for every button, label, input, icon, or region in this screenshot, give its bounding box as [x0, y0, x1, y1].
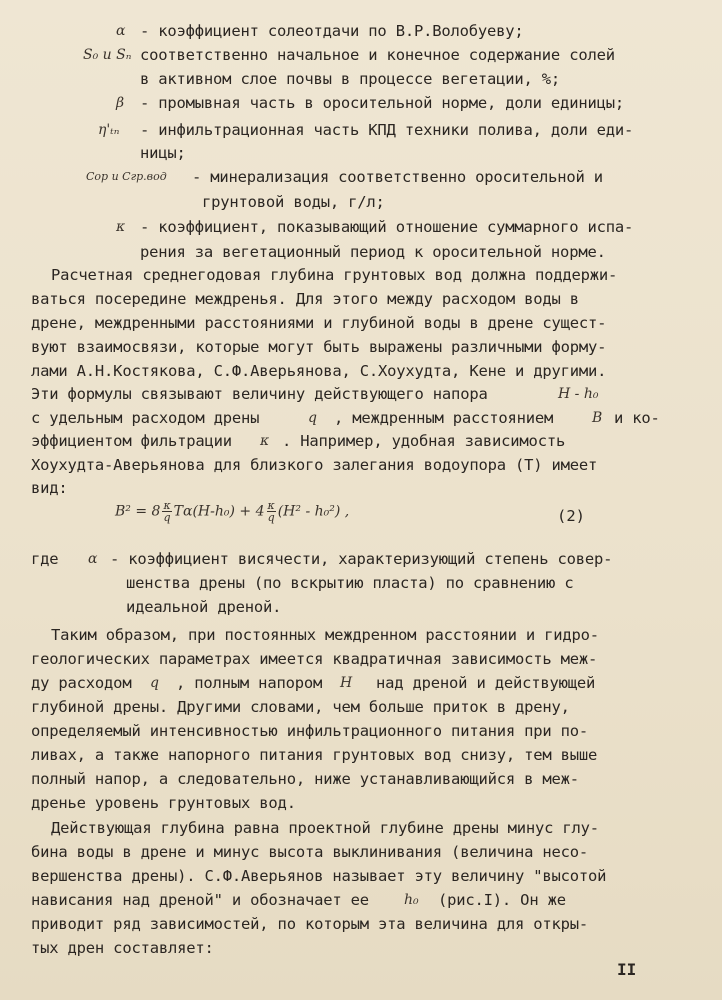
symbol-k: κ [260, 433, 270, 449]
paragraph-line: полный напор, а следовательно, ниже устанавливающийся в меж- [31, 770, 579, 788]
fraction-k-over-q [267, 500, 276, 523]
paragraph-line: , полным напором [176, 674, 323, 692]
legend-line: грунтовой воды, г/л; [202, 193, 385, 211]
fraction-k-over-q [162, 500, 171, 523]
legend-line: ницы; [140, 144, 186, 162]
symbol-q: q [150, 675, 159, 691]
paragraph-line: Хоухудта-Аверьянова для близкого залегания водоупора (Т) имеет [31, 456, 598, 474]
paragraph-line: Расчетная среднегодовая глубина грунтовых вод должна поддержи- [51, 266, 618, 284]
legend-line: рения за вегетационный период к оросительной норме. [140, 243, 606, 261]
legend-line: в активном слое почвы в процессе вегетации, %; [140, 70, 561, 88]
paragraph-line: геологических параметрах имеется квадратичная зависимость меж- [31, 650, 598, 668]
paragraph-line: . Например, удобная зависимость [282, 432, 566, 450]
fraction-numerator: κ [163, 499, 171, 512]
symbol-h-total: H [340, 675, 353, 691]
legend-line: - коэффициент солеотдачи по В.Р.Волобуеву; [140, 22, 524, 40]
paragraph-line: вуют взаимосвязи, которые могут быть выражены различными форму- [31, 338, 607, 356]
symbol-c-mineralization: Cор и Cгр.вод [86, 170, 167, 183]
paragraph-line: и ко- [614, 409, 660, 427]
paragraph-line: бина воды в дрене и минус высота выклинивания (величина несо- [31, 843, 589, 861]
where-label: где [31, 550, 59, 568]
paragraph-line: ваться посередине междренья. Для этого между расходом воды в [31, 290, 579, 308]
symbol-alpha: α [116, 23, 126, 39]
symbol-head: H - h₀ [558, 386, 599, 402]
fraction-denominator: q [163, 511, 171, 524]
paragraph-line: над дреной и действующей [376, 674, 596, 692]
paragraph-line: с удельным расходом дрены [31, 409, 260, 427]
formula-2 [115, 500, 349, 523]
symbol-eta: η'ₜₙ [98, 122, 120, 138]
symbol-s0-sn: S₀ и Sₙ [83, 47, 132, 63]
where-line: идеальной дреной. [126, 598, 282, 616]
legend-line: - инфильтрационная часть КПД техники полива, доли еди- [140, 121, 634, 139]
legend-line: - коэффициент, показывающий отношение суммарного испа- [140, 218, 634, 236]
paragraph-line: дренье уровень грунтовых вод. [31, 794, 296, 812]
symbol-q: q [308, 410, 317, 426]
paragraph-line: нависания над дреной" и обозначает ее [31, 891, 369, 909]
symbol-beta: β [116, 95, 125, 111]
where-line: - коэффициент висячести, характеризующий степень совер- [110, 550, 613, 568]
symbol-h0: h₀ [404, 892, 419, 908]
paragraph-line: Действующая глубина равна проектной глубине дрены минус глу- [51, 819, 599, 837]
paragraph-line: Таким образом, при постоянных междренном расстоянии и гидро- [51, 626, 599, 644]
formula-lhs: B² = 8 [115, 503, 161, 520]
symbol-alpha: α [88, 551, 98, 567]
paragraph-line: вершенства дрены). С.Ф.Аверьянов называет эту величину "высотой [31, 867, 607, 885]
paragraph-line: дрене, междренными расстояниями и глубиной воды в дрене сущест- [31, 314, 607, 332]
paragraph-line: эффициентом фильтрации [31, 432, 232, 450]
paragraph-line: (рис.I). Он же [438, 891, 566, 909]
paragraph-line: ливах, а также напорного питания грунтовых вод снизу, тем выше [31, 746, 598, 764]
paragraph-line: ду расходом [31, 674, 132, 692]
symbol-kappa: κ [116, 219, 126, 235]
paragraph-line: тых дрен составляет: [31, 939, 214, 957]
fraction-numerator: κ [267, 499, 275, 512]
symbol-b: B [592, 410, 603, 426]
legend-line: - промывная часть в оросительной норме, доли единицы; [140, 94, 624, 112]
paragraph-line: Эти формулы связывают величину действующего напора [31, 385, 488, 403]
formula-term: (H² - h₀²) , [277, 503, 350, 520]
formula-term: Tα(H-h₀) + 4 [173, 503, 265, 520]
legend-line: соответственно начальное и конечное содержание солей [140, 46, 615, 64]
paragraph-line: глубиной дрены. Другими словами, чем больше приток в дрену, [31, 698, 570, 716]
equation-number: (2) [557, 507, 585, 525]
page-number: II [617, 960, 637, 979]
paragraph-line: лами А.Н.Костякова, С.Ф.Аверьянова, С.Хоухудта, Кене и другими. [31, 362, 607, 380]
paragraph-line: приводит ряд зависимостей, по которым эта величина для откры- [31, 915, 589, 933]
where-line: шенства дрены (по вскрытию пласта) по сравнению с [126, 574, 574, 592]
paragraph-line: вид: [31, 479, 68, 497]
paragraph-line: определяемый интенсивностью инфильтрационного питания при по- [31, 722, 589, 740]
paragraph-line: , междренным расстоянием [334, 409, 554, 427]
fraction-denominator: q [267, 511, 275, 524]
legend-line: - минерализация соответственно оросительной и [192, 168, 603, 186]
